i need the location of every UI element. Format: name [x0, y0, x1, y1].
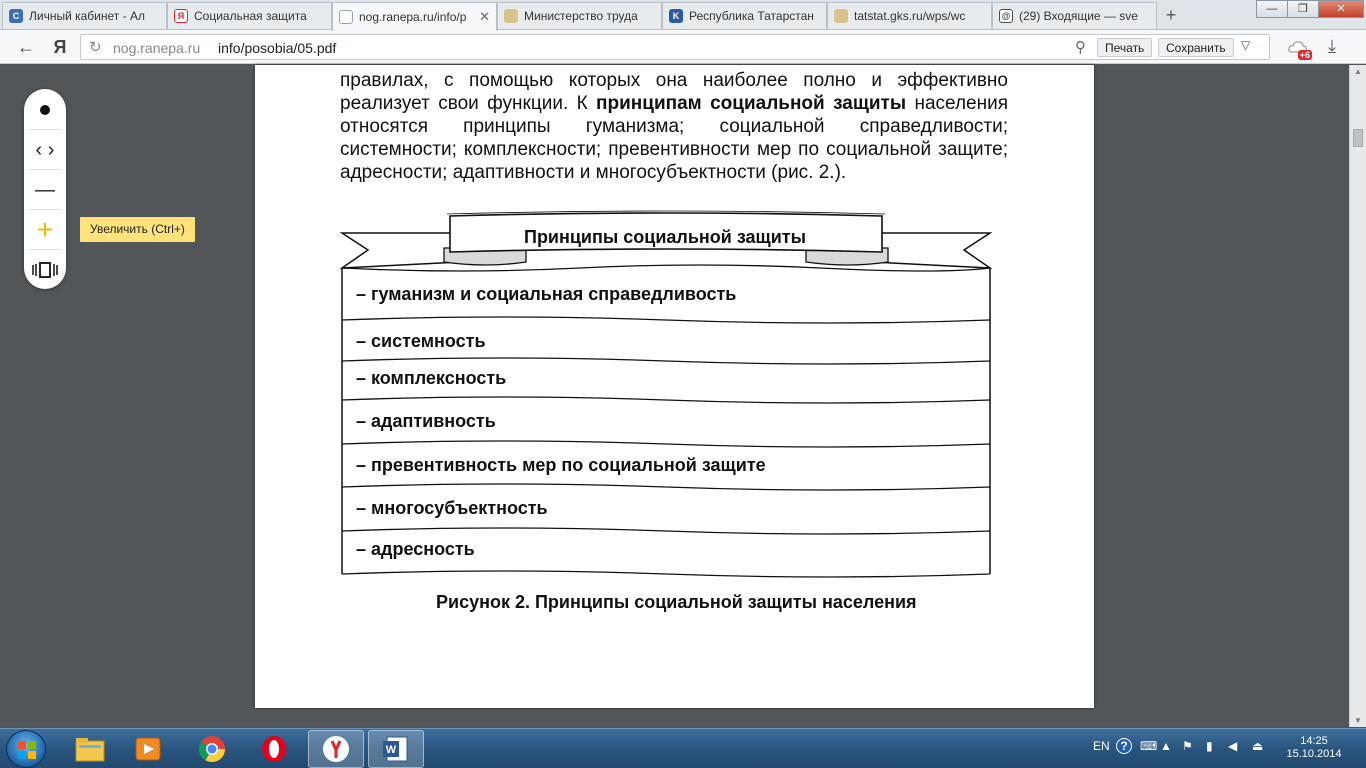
- fit-page-button[interactable]: [24, 91, 66, 129]
- taskbar-word[interactable]: [368, 730, 424, 768]
- para-line-1: правилах, с помощью которых она наиболее полно и эффективно: [340, 70, 1008, 91]
- para-line-2: реализует свои функции. К: [340, 93, 597, 114]
- tray-overflow-icon[interactable]: ▲: [1160, 739, 1172, 753]
- zoom-icon[interactable]: ⚲: [1075, 39, 1086, 56]
- tab-mail-inbox[interactable]: @ (29) Входящие — sve: [992, 2, 1157, 29]
- principle-item: – системность: [356, 331, 486, 351]
- tab-lichny-kabinet[interactable]: C Личный кабинет - Ал: [2, 2, 167, 29]
- extension-button[interactable]: [1288, 38, 1310, 58]
- save-button[interactable]: Сохранить: [1158, 38, 1234, 57]
- back-button[interactable]: ←: [17, 37, 35, 57]
- body-paragraph: [340, 65, 1008, 184]
- emblem-icon: [504, 9, 518, 23]
- k-icon: K: [669, 9, 683, 23]
- minimize-button[interactable]: —: [1256, 0, 1288, 18]
- taskbar-explorer[interactable]: [62, 730, 118, 768]
- scroll-down-icon[interactable]: ▼: [1354, 716, 1362, 725]
- tab-pdf-active[interactable]: nog.ranepa.ru/info/p ✕: [332, 2, 497, 31]
- principle-item: – комплексность: [356, 368, 507, 388]
- para-line-3: населения относятся принципы гуманизма; социальной справедливости; системности; комплексности; превентивности мер по социальной защите; адресности; адаптивности и многосубъектности (рис. 2.).: [340, 93, 1008, 183]
- taskbar-media-player[interactable]: [120, 730, 176, 768]
- network-icon[interactable]: ▮: [1206, 739, 1213, 753]
- url-path: info/posobia/05.pdf: [218, 40, 337, 56]
- word-icon: [381, 735, 411, 763]
- diagram-frame: [340, 210, 992, 580]
- close-window-button[interactable]: ✕: [1318, 0, 1364, 18]
- zoom-in-button[interactable]: [24, 211, 66, 249]
- windows-taskbar: [0, 728, 1366, 768]
- tab-respublika-tatarstan[interactable]: K Республика Татарстан: [662, 2, 827, 29]
- principle-item: – адаптивность: [356, 411, 496, 431]
- principle-item: – многосубъектность: [356, 498, 548, 518]
- volume-icon[interactable]: ◀: [1228, 739, 1238, 753]
- figure-caption: Рисунок 2. Принципы социальной защиты населения: [436, 592, 917, 612]
- emblem-icon: [834, 9, 848, 23]
- language-indicator[interactable]: EN: [1093, 739, 1110, 753]
- pdf-zoom-toolbar: [24, 89, 66, 289]
- address-bar[interactable]: [80, 34, 1270, 60]
- minus-icon: —: [35, 178, 55, 201]
- system-clock[interactable]: [1282, 735, 1346, 761]
- tab-tatstat[interactable]: tatstat.gks.ru/wps/wc: [827, 2, 992, 29]
- mail-icon: @: [999, 9, 1013, 23]
- tab-strip: [0, 0, 1366, 30]
- taskbar-chrome[interactable]: [184, 730, 240, 768]
- document-icon: [339, 10, 353, 24]
- vertical-scrollbar[interactable]: [1349, 65, 1366, 727]
- print-button[interactable]: Печать: [1097, 38, 1152, 57]
- yandex-browser-icon: [321, 734, 351, 764]
- diagram-title: Принципы социальной защиты: [524, 227, 806, 247]
- svg-text:W: W: [385, 744, 397, 756]
- dot-icon: [40, 105, 50, 115]
- start-button[interactable]: [6, 730, 46, 768]
- pages-icon: [31, 262, 59, 278]
- folder-icon: [74, 735, 106, 763]
- windows-logo-icon: [18, 741, 36, 759]
- zoom-in-tooltip: Увеличить (Ctrl+): [80, 217, 195, 242]
- chevron-left-right-icon: ‹ ›: [35, 138, 55, 161]
- para-bold-term: принципам социальной защиты: [596, 93, 907, 114]
- url-domain: nog.ranepa.ru: [113, 40, 201, 56]
- principle-item: – адресность: [356, 539, 475, 559]
- help-icon[interactable]: ?: [1116, 738, 1132, 754]
- flag-icon[interactable]: ⚑: [1182, 739, 1193, 753]
- principle-item: – гуманизм и социальная справедливость: [356, 284, 737, 304]
- yandex-home-button[interactable]: Я: [53, 37, 67, 57]
- taskbar-opera[interactable]: [246, 730, 302, 768]
- taskbar-yandex-browser[interactable]: [308, 730, 364, 768]
- media-player-icon: [133, 735, 163, 763]
- clock-time: 14:25: [1300, 735, 1328, 747]
- tab-socialnaya-zashita[interactable]: Я Социальная защита: [167, 2, 332, 29]
- scroll-up-icon[interactable]: ▲: [1354, 67, 1362, 76]
- download-icon[interactable]: ⤓: [1328, 36, 1336, 56]
- opera-icon: [259, 734, 289, 764]
- maximize-button[interactable]: ❐: [1287, 0, 1319, 18]
- yandex-icon: Я: [174, 9, 188, 23]
- address-bar-row: [0, 30, 1366, 64]
- c-icon: C: [9, 9, 23, 23]
- chrome-icon: [197, 734, 227, 764]
- zoom-out-button[interactable]: [24, 171, 66, 209]
- close-tab-icon[interactable]: ✕: [479, 9, 490, 24]
- pdf-viewer: [0, 65, 1366, 727]
- pages-view-button[interactable]: [24, 251, 66, 289]
- pdf-page: [255, 65, 1094, 708]
- page-nav-button[interactable]: [24, 131, 66, 169]
- usb-icon[interactable]: ⏏: [1252, 739, 1264, 753]
- principle-item: – превентивность мер по социальной защите: [356, 455, 766, 475]
- keyboard-icon[interactable]: ⌨: [1140, 739, 1158, 753]
- new-tab-button[interactable]: +: [1165, 5, 1177, 25]
- extension-badge: +6: [1299, 50, 1310, 60]
- chevron-down-icon[interactable]: ▽: [1241, 38, 1251, 52]
- scrollbar-thumb[interactable]: [1353, 129, 1363, 147]
- tab-ministerstvo-truda[interactable]: Министерство труда: [497, 2, 662, 29]
- reload-icon[interactable]: ↻: [89, 39, 102, 56]
- plus-icon: +: [36, 214, 54, 245]
- clock-date: 15.10.2014: [1286, 748, 1342, 760]
